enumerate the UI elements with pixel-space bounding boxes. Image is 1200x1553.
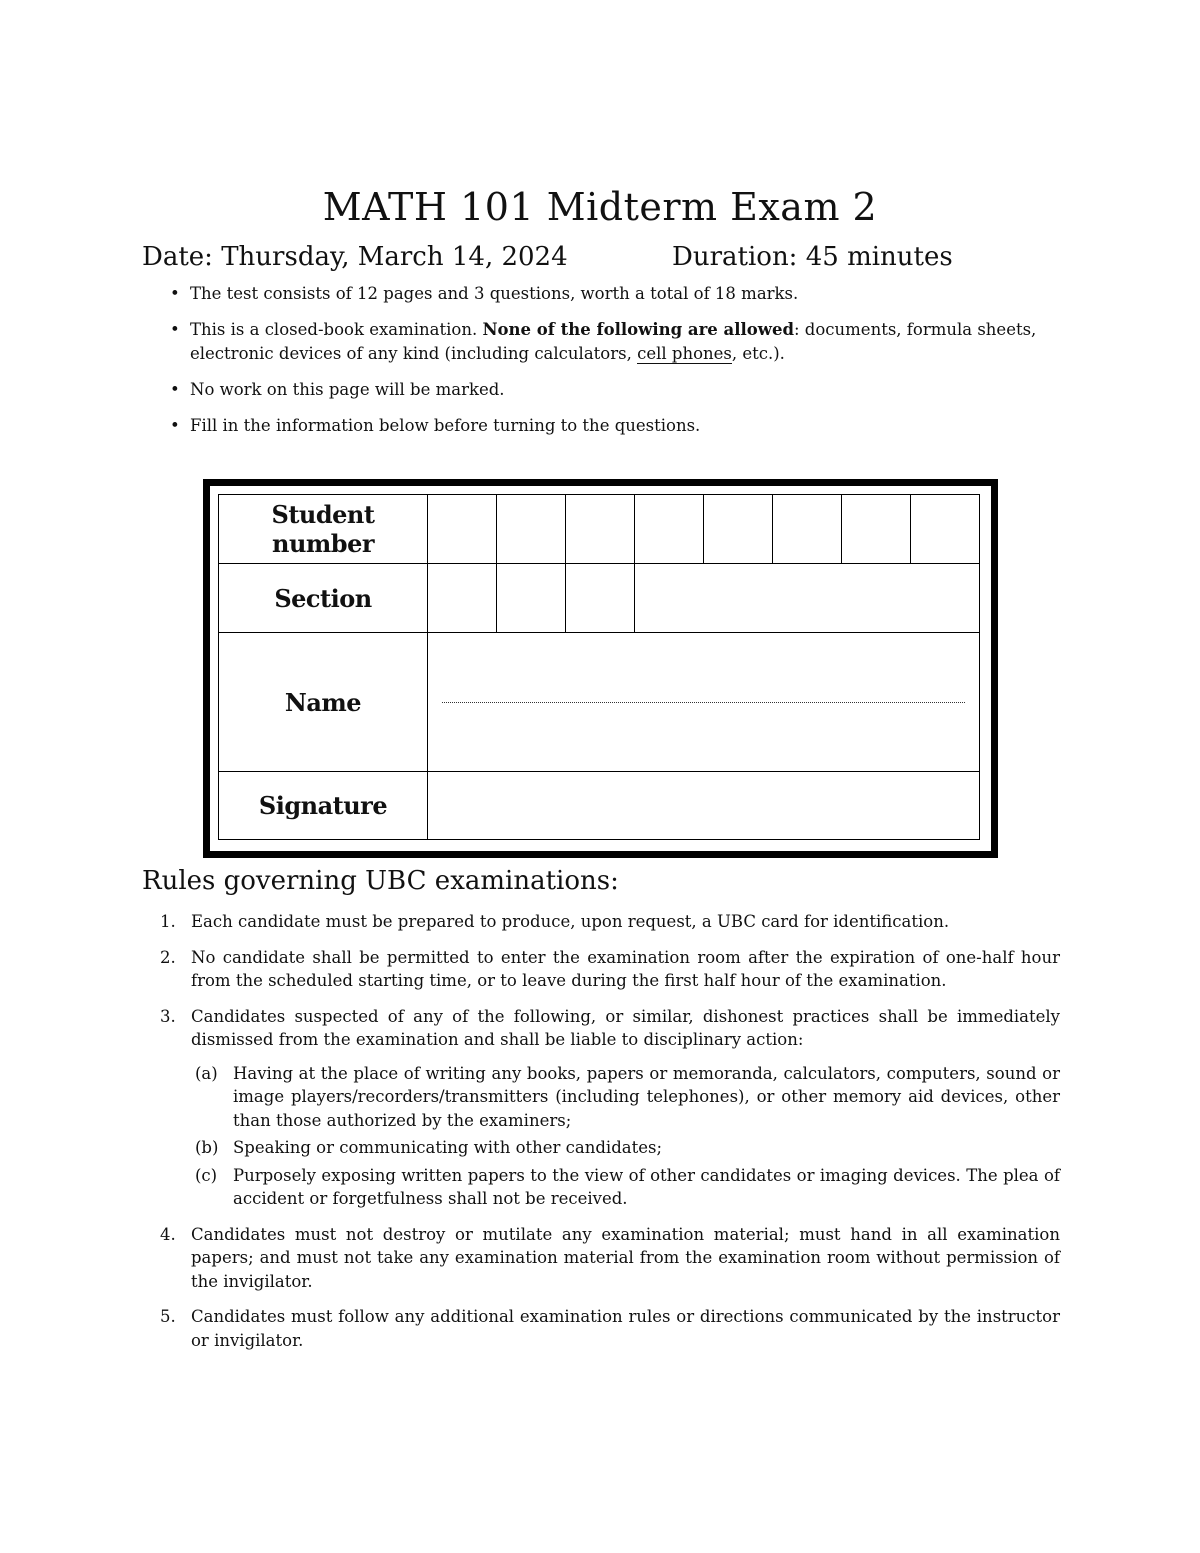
instruction-text: : documents, formula sheets, electronic devices of any kind (including calculators, [190,320,1037,363]
rule-text: No candidate shall be permitted to enter the examination room after the expiration of one-half hour from the scheduled starting time, or to leave during the first half hour of the examination. [191,947,1060,990]
student-info-table [218,494,980,840]
subitem-label: (a) [195,1063,218,1083]
duration-label: Duration: [672,242,798,272]
rule-subitem [191,1164,1060,1211]
date-label: Date: [142,242,213,272]
instruction-text: , etc.). [731,344,785,363]
student-number-digit-box[interactable] [842,495,911,564]
bullet-icon: • [170,320,180,339]
bullet-icon: • [170,284,180,303]
instruction-item [170,378,1070,402]
student-number-digit-box[interactable] [428,495,497,564]
signature-label: Signature [219,772,428,840]
subitem-label: (c) [195,1165,218,1185]
subitem-text: Purposely exposing written papers to the view of other candidates or imaging devices. The plea of accident or forgetfulness shall not be received. [233,1165,1060,1208]
student-number-digit-box[interactable] [635,495,704,564]
exam-date [142,242,568,272]
instruction-item [170,414,1070,438]
rules-heading: Rules governing UBC examinations: [142,866,619,896]
section-row [219,564,980,633]
subitem-label: (b) [195,1138,219,1157]
name-row [219,633,980,772]
student-number-digit-box[interactable] [911,495,980,564]
student-number-digit-box[interactable] [704,495,773,564]
date-value: Thursday, March 14, 2024 [221,242,568,272]
bullet-icon: • [170,416,180,435]
signature-row [219,772,980,840]
rule-number: 1. [160,912,176,931]
rule-number: 2. [160,947,176,967]
subitem-text: Having at the place of writing any books, papers or memoranda, calculators, computers, sound or image players/recorders/transmitters (including telephones), or other memory aid devices, other than those authorized by the examiners; [233,1063,1060,1130]
student-number-digit-box[interactable] [497,495,566,564]
instruction-emphasis: None of the following are allowed [482,320,794,339]
instruction-item [170,282,1070,306]
instruction-text: This is a closed-book examination. [190,320,478,339]
section-blank-area [635,564,980,633]
student-number-row [219,495,980,564]
exam-instructions [170,282,1070,450]
rule-item [160,910,1060,934]
rule-number: 3. [160,1006,176,1026]
rule-text: Candidates suspected of any of the following, or similar, dishonest practices shall be immediately dismissed from the examination and shall be liable to disciplinary action: [191,1006,1060,1049]
exam-rules-list [160,910,1060,1364]
rule-text: Candidates must not destroy or mutilate any examination material; must hand in all examination papers; and must not take any examination material from the examination room without permission of the invigilator. [191,1224,1060,1291]
rule-subitem [191,1136,1060,1160]
rule-item [160,1005,1060,1211]
rule-text: Candidates must follow any additional examination rules or directions communicated by the instructor or invigilator. [191,1307,1060,1350]
rule-subitem [191,1062,1060,1133]
exam-duration [672,242,953,272]
rule-item [160,1223,1060,1294]
section-digit-box[interactable] [566,564,635,633]
rule-text: Each candidate must be prepared to produce, upon request, a UBC card for identification. [191,912,950,931]
name-field[interactable] [428,633,980,772]
rule-item [160,1305,1060,1352]
section-digit-box[interactable] [497,564,566,633]
instruction-text: Fill in the information below before turning to the questions. [190,416,701,435]
instruction-underlined: cell phones [637,344,732,363]
name-label: Name [219,633,428,772]
name-dotted-line [442,701,965,703]
instruction-item [170,318,1070,366]
student-number-digit-box[interactable] [773,495,842,564]
bullet-icon: • [170,380,180,399]
duration-value: 45 minutes [805,242,953,272]
section-digit-box[interactable] [428,564,497,633]
rule-number: 4. [160,1224,176,1244]
rule-subitems [191,1062,1060,1211]
student-number-label: Student number [219,495,428,564]
exam-title: MATH 101 Midterm Exam 2 [322,185,878,229]
rule-item [160,946,1060,993]
student-number-digit-box[interactable] [566,495,635,564]
instruction-text: The test consists of 12 pages and 3 questions, worth a total of 18 marks. [190,284,799,303]
subitem-text: Speaking or communicating with other candidates; [233,1138,663,1157]
student-info-box [203,479,998,858]
instruction-text: No work on this page will be marked. [190,380,505,399]
signature-field[interactable] [428,772,980,840]
section-label: Section [219,564,428,633]
rule-number: 5. [160,1307,176,1326]
